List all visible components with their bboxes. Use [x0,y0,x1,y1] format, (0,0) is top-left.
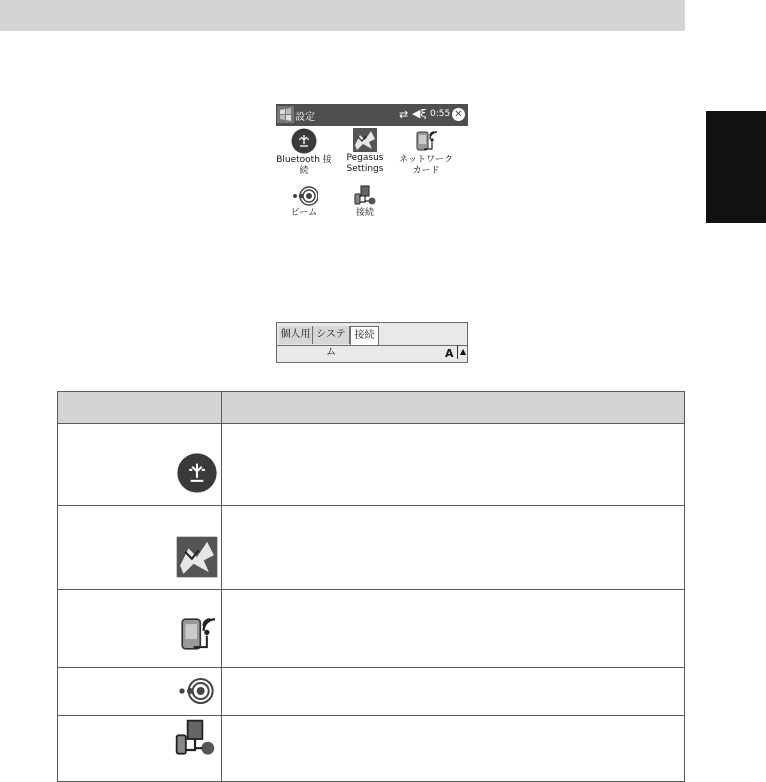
pda-title: 設定 [295,112,315,123]
table-row [58,506,685,590]
table-header-row [58,392,685,424]
table-header-cell [58,392,222,424]
table-row [58,590,685,668]
page-header-bar [0,0,685,31]
input-method-label[interactable]: A [445,347,454,360]
connections-icon [171,717,219,761]
pda-title-bar [276,104,468,126]
chapter-side-tab [706,111,766,223]
table-header-cell [222,392,685,424]
table-icon-cell [58,668,222,716]
network-card-icon [413,127,439,155]
app-label: Pegasus Settings [346,153,384,174]
table-icon-cell [58,424,222,506]
speaker-muted-icon[interactable]: ◀ξ [412,107,427,120]
pegasus-icon [175,535,219,579]
icon-description-table [57,391,685,782]
table-row [58,716,685,782]
app-bluetooth[interactable] [272,127,336,177]
network-card-icon [175,611,219,657]
connections-icon [352,184,378,208]
bluetooth-icon [175,451,219,495]
table-description-cell [222,506,685,590]
windows-start-icon[interactable] [277,106,294,123]
app-label: 接続 [355,208,374,218]
app-label: ネットワーク カード [398,155,453,176]
close-button[interactable]: ✕ [452,108,465,121]
app-pegasus-settings[interactable] [333,127,397,175]
pda-settings-screen [276,104,468,226]
table-description-cell [222,424,685,506]
table-icon-cell [58,590,222,668]
pegasus-icon [352,127,378,153]
tab-connections[interactable]: 接続 [350,326,379,346]
app-label: ビーム [290,208,318,218]
table-icon-cell [58,716,222,782]
table-row [58,668,685,716]
app-label: Bluetooth 接 続 [276,155,332,176]
app-beam[interactable] [272,184,336,219]
beam-icon [169,675,219,707]
bluetooth-icon [290,127,318,155]
input-method-arrow[interactable]: ▲ [457,345,466,359]
app-network-card[interactable] [394,127,458,177]
table-description-cell [222,590,685,668]
tab-system[interactable]: システム [313,326,350,344]
table-icon-cell [58,506,222,590]
table-description-cell [222,716,685,782]
app-connections[interactable] [333,184,397,219]
tab-divider [277,345,467,346]
table-description-cell [222,668,685,716]
pda-clock[interactable]: 0:55 [430,109,451,119]
settings-tab-bar [276,322,468,363]
sync-arrows-icon[interactable]: ⇄ [399,108,409,121]
tab-personal[interactable]: 個人用 [279,326,313,344]
beam-icon [290,184,318,208]
table-row [58,424,685,506]
